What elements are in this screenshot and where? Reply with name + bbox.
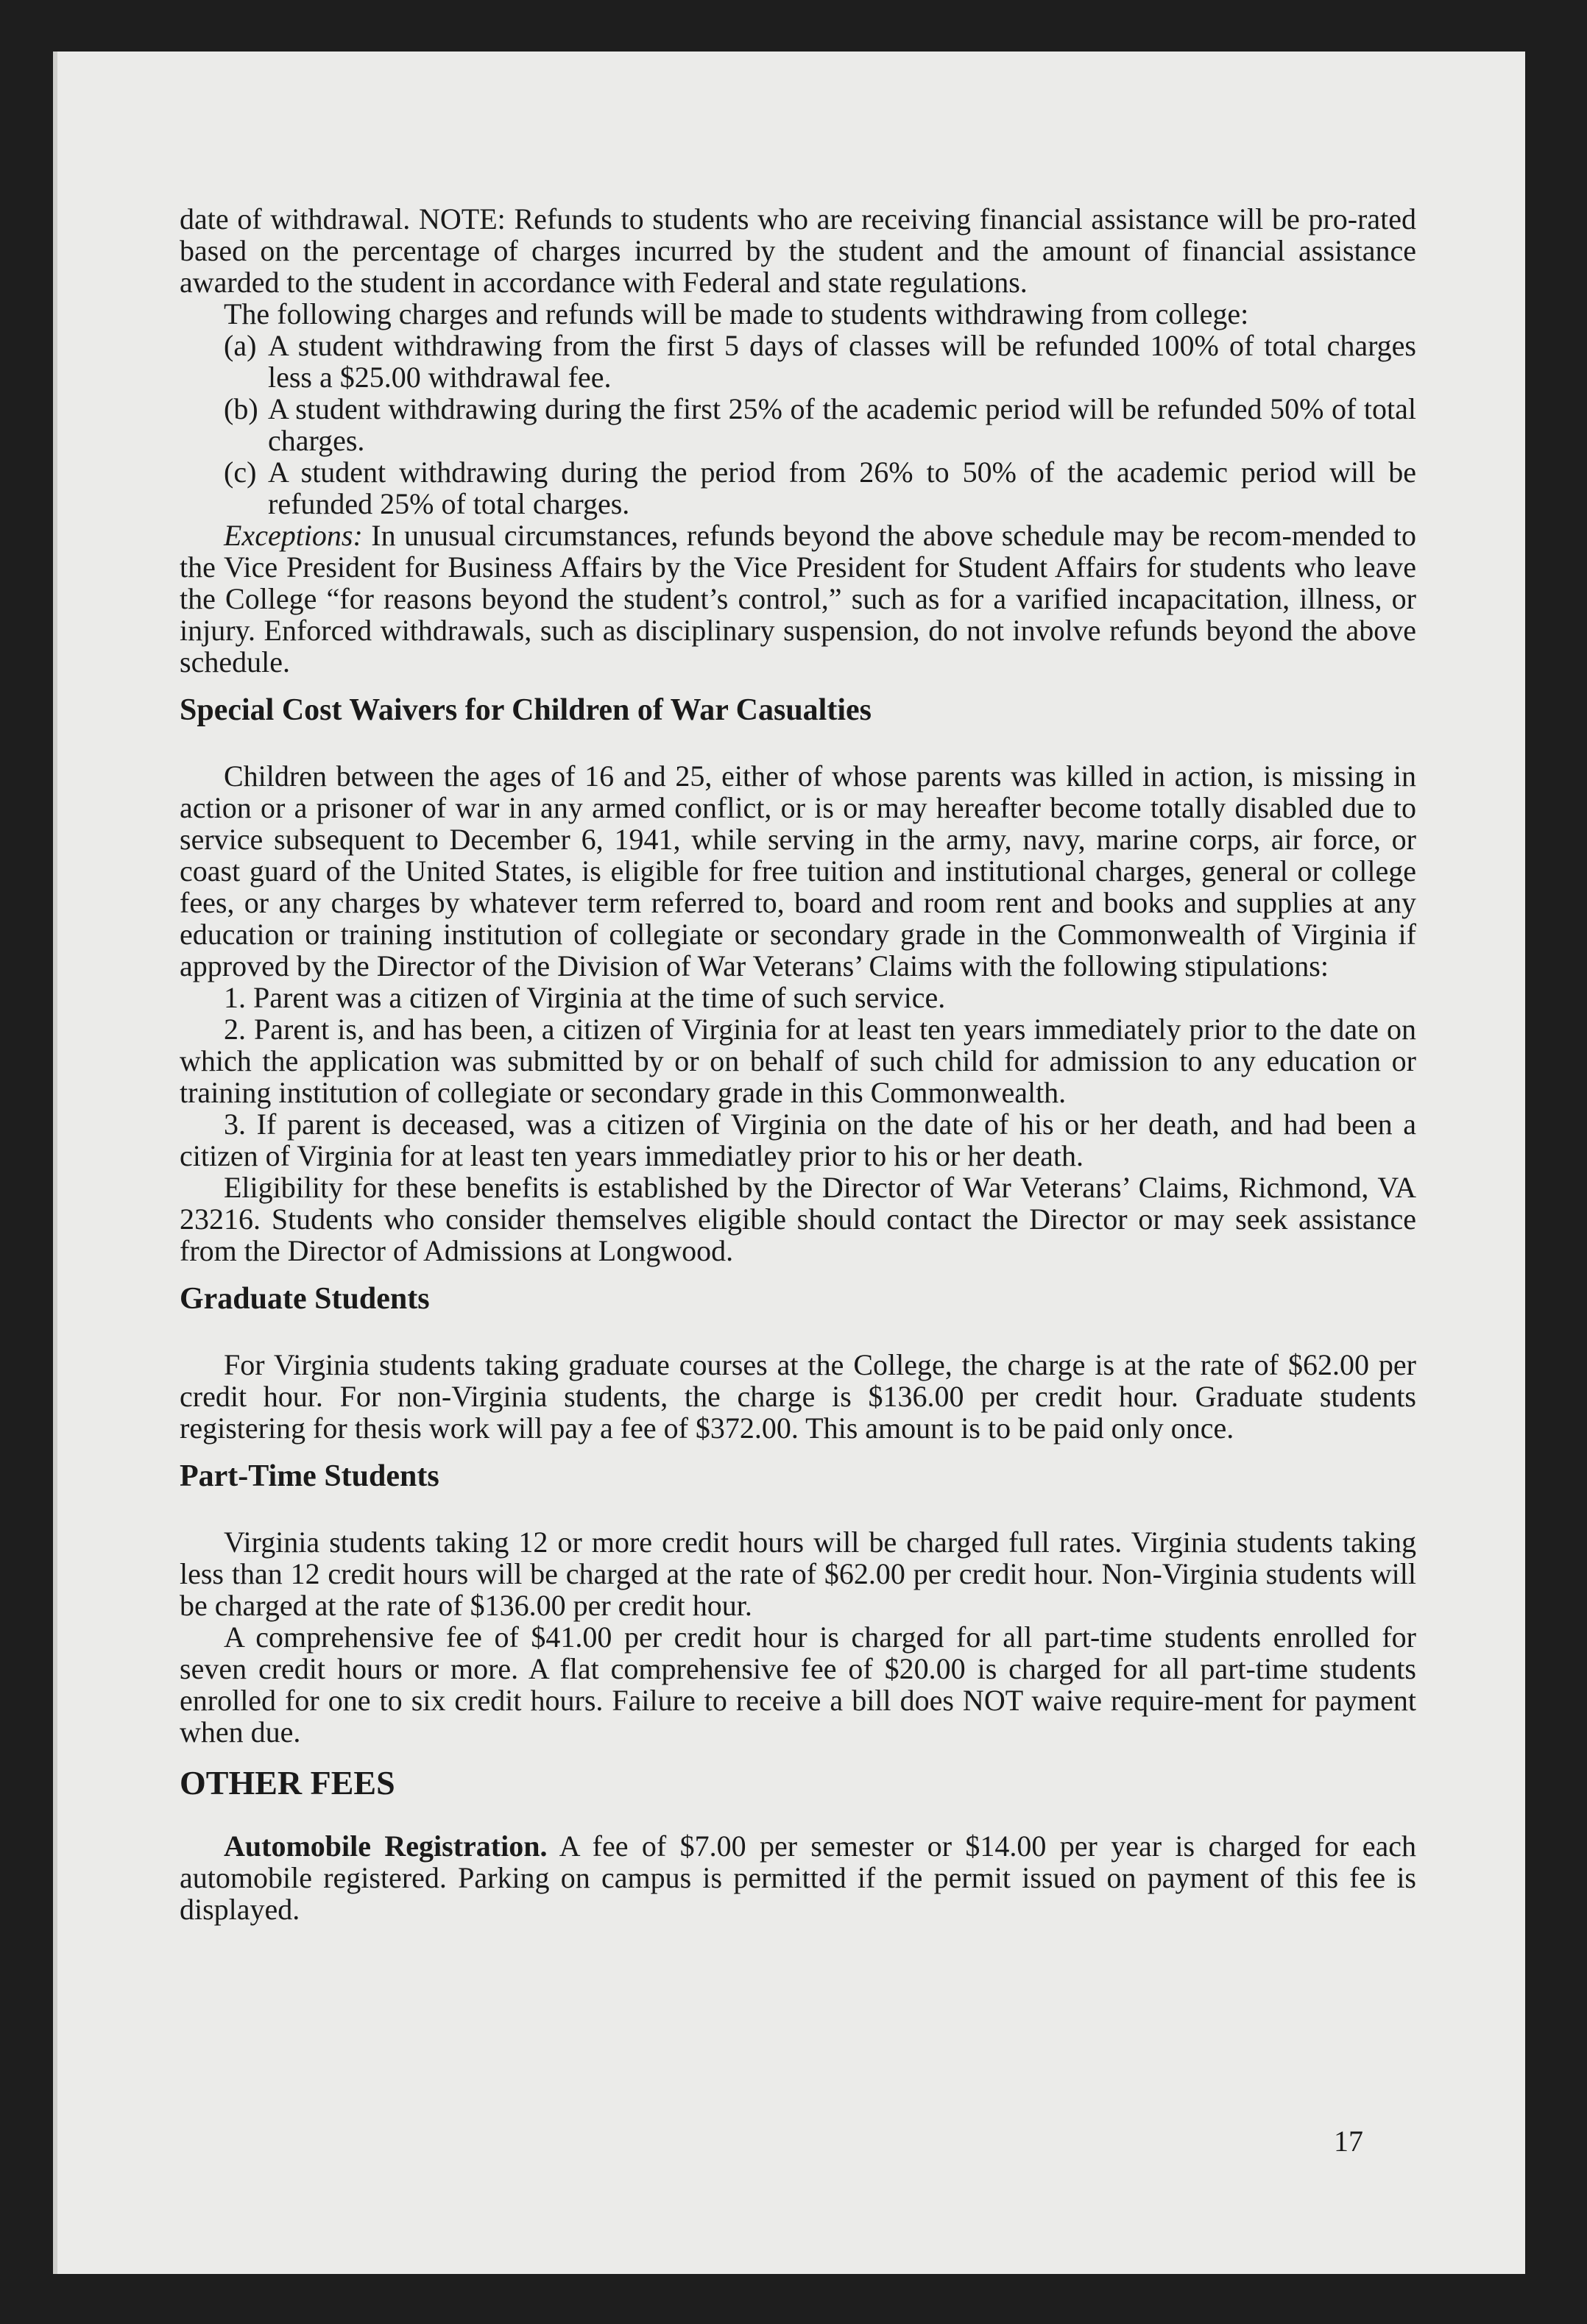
automobile-registration-label: Automobile Registration. xyxy=(224,1829,548,1863)
part-time-rates-paragraph: Virginia students taking 12 or more credit hours will be charged full rates. Virginia students taking less than 12 credit hours will be charged at the rate of $62.00 per credit hour. Non-Virginia students will be charged at the rate of $136.00 per credit hour. xyxy=(180,1526,1416,1622)
eligibility-paragraph: Eligibility for these benefits is established by the Director of War Veterans’ Claims, Richmond, VA 23216. Students who consider themselves eligible should contact the Director or may seek assistance from the Director of Admissions at Longwood. xyxy=(180,1171,1416,1267)
refund-item-a xyxy=(180,330,1416,393)
refund-item-c-label: (c) xyxy=(224,456,257,489)
automobile-registration-paragraph xyxy=(180,1830,1416,1925)
refund-item-b-text: A student withdrawing during the first 25% of the academic period will be refunded 50% of total charges. xyxy=(268,392,1416,457)
graduate-students-heading: Graduate Students xyxy=(180,1282,430,1316)
stipulation-2: 2. Parent is, and has been, a citizen of Virginia for at least ten years immediately prior to the date on which the application was submitted by or on behalf of such child for admission to any education or training institution of collegiate or secondary grade in this Commonwealth. xyxy=(180,1013,1416,1109)
document-page xyxy=(53,52,1525,2274)
charges-refunds-intro: The following charges and refunds will be made to students withdrawing from college: xyxy=(224,297,1249,330)
refund-item-a-text: A student withdrawing from the first 5 days of classes will be refunded 100% of total charges less a $25.00 withdrawal fee. xyxy=(268,329,1416,394)
page-number: 17 xyxy=(1334,2125,1363,2158)
refund-item-b xyxy=(180,393,1416,456)
comprehensive-fee-paragraph: A comprehensive fee of $41.00 per credit hour is charged for all part-time students enrolled for seven credit hours or more. A flat comprehensive fee of $20.00 is charged for all part-time students enrolled for one to six credit hours. Failure to receive a bill does NOT waive require-ment for payment when due. xyxy=(180,1620,1416,1749)
graduate-students-paragraph: For Virginia students taking graduate courses at the College, the charge is at the rate of $62.00 per credit hour. For non-Virginia students, the charge is $136.00 per credit hour. Graduate students registering for thesis work will pay a fee of $372.00. This amount is to be paid only once. xyxy=(180,1348,1416,1445)
page-edge xyxy=(53,52,57,2274)
part-time-students-heading: Part-Time Students xyxy=(180,1459,439,1493)
refund-item-a-label: (a) xyxy=(224,329,257,362)
other-fees-heading: OTHER FEES xyxy=(180,1764,395,1802)
refund-item-c-text: A student withdrawing during the period from 26% to 50% of the academic period will be refunded 25% of total charges. xyxy=(268,456,1416,520)
refund-item-b-label: (b) xyxy=(224,392,258,425)
page-content xyxy=(180,203,1416,1925)
stipulation-3: 3. If parent is deceased, was a citizen of Virginia on the date of his or her death, and had been a citizen of Virginia for at least ten years immediatley prior to his or her death. xyxy=(180,1108,1416,1172)
refund-item-c xyxy=(180,456,1416,520)
exceptions-paragraph xyxy=(180,520,1416,678)
war-casualties-paragraph: Children between the ages of 16 and 25, either of whose parents was killed in action, is missing in action or a prisoner of war in any armed conflict, or is or may hereafter become totally disabled due to service subsequent to December 6, 1941, while serving in the army, navy, marine corps, air force, or coast guard of the United States, is eligible for free tuition and institutional charges, general or college fees, or any charges by whatever term referred to, board and room rent and books and supplies at any education or training institution of collegiate or secondary grade in the Commonwealth of Virginia if approved by the Director of the Division of War Veterans’ Claims with the following stipulations: xyxy=(180,759,1416,982)
exceptions-text: In unusual circumstances, refunds beyond the above schedule may be recom-mended to the Vice President for Business Affairs by the Vice President for Student Affairs for students who leave the College “for reasons beyond the student’s control,” such as for a varified incapacitation, illness, or injury. Enforced withdrawals, such as disciplinary suspension, do not involve refunds beyond the above schedule. xyxy=(180,519,1416,679)
exceptions-label: Exceptions: xyxy=(224,519,363,552)
war-casualties-heading: Special Cost Waivers for Children of War Casualties xyxy=(180,693,872,727)
withdrawal-note-paragraph: date of withdrawal. NOTE: Refunds to students who are receiving financial assistance will be pro-rated based on the percentage of charges incurred by the student and the amount of financial assistance awarded to the student in accordance with Federal and state regulations. xyxy=(180,202,1416,299)
automobile-registration-text: A fee of $7.00 per semester or $14.00 per year is charged for each automobile registered. Parking on campus is permitted if the permit issued on payment of this fee is displayed. xyxy=(180,1829,1416,1926)
stipulation-1: 1. Parent was a citizen of Virginia at the time of such service. xyxy=(224,981,946,1014)
